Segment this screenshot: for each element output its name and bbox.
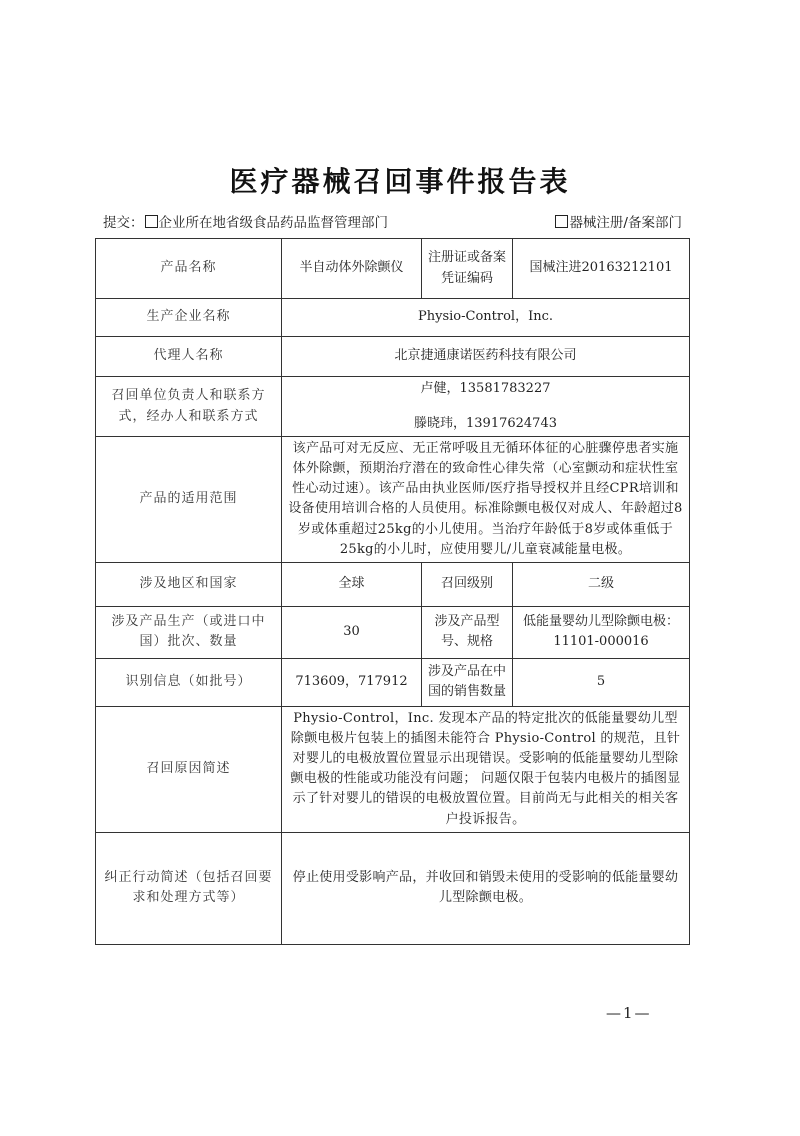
registration-no-label: 注册证或备案凭证编码 [422,239,513,299]
submit-prefix: 提交： [103,215,144,231]
level-value: 二级 [513,562,690,606]
batches-value: 30 [282,606,422,658]
agent-label: 代理人名称 [96,337,282,377]
reason-label: 召回原因简述 [96,706,282,832]
manufacturer-label: 生产企业名称 [96,299,282,337]
reason-value: Physio-Control，Inc. 发现本产品的特定批次的低能量婴幼儿型除颤电极片包装上的插图未能符合 Physio-Control 的规范，且针对婴儿的电极放置位置显示出现错误。受影响的低能量婴幼儿型除颤电极的性能或功能没有问题； 问题仅限于包装内电极片的插图显示了针对婴儿的错误的电极放置位置。目前尚无与此相关的相关客户投诉报告。 [282,706,690,832]
scope-label: 产品的适用范围 [96,437,282,563]
option-registration-label: 器械注册/备案部门 [569,215,682,231]
table-row [96,706,690,832]
table-row [96,377,690,437]
action-value: 停止使用受影响产品，并收回和销毁未使用的受影响的低能量婴幼儿型除颤电极。 [282,832,690,944]
registration-no-value: 国械注进20163212101 [513,239,690,299]
model-value: 低能量婴幼儿型除颤电极：11101-000016 [513,606,690,658]
table-row [96,239,690,299]
level-label: 召回级别 [422,562,513,606]
agent-value: 北京捷通康诺医药科技有限公司 [282,337,690,377]
page-title: 医疗器械召回事件报告表 [229,165,571,198]
checkbox-registration[interactable] [555,215,568,228]
region-value: 全球 [282,562,422,606]
sales-value: 5 [513,658,690,706]
identification-label: 识别信息（如批号） [96,658,282,706]
batches-label: 涉及产品生产（或进口中国）批次、数量 [96,606,282,658]
submit-line [103,211,682,231]
table-row [96,299,690,337]
table-row [96,606,690,658]
contact-label: 召回单位负责人和联系方式，经办人和联系方式 [96,377,282,437]
product-name-label: 产品名称 [96,239,282,299]
table-row [96,562,690,606]
contact-person-1: 卢健，13581783227 [420,381,551,397]
manufacturer-value: Physio-Control，Inc. [282,299,690,337]
recall-report-table [95,238,690,945]
action-label: 纠正行动简述（包括召回要求和处理方式等） [96,832,282,944]
table-row [96,337,690,377]
option-provincial-label: 企业所在地省级食品药品监督管理部门 [158,215,388,231]
table-row [96,437,690,563]
product-name-value: 半自动体外除颤仪 [282,239,422,299]
model-label: 涉及产品型号、规格 [422,606,513,658]
sales-label: 涉及产品在中国的销售数量 [422,658,513,706]
page-number: —1— [606,1004,652,1022]
checkbox-provincial[interactable] [145,215,158,228]
contact-person-2: 滕晓玮，13917624743 [414,415,557,431]
scope-value: 该产品可对无反应、无正常呼吸且无循环体征的心脏骤停患者实施体外除颤，预期治疗潜在的致命性心律失常（心室颤动和症状性室性心动过速）。该产品由执业医师/医疗指导授权并且经CPR培训和设备使用培训合格的人员使用。标准除颤电极仅对成人、年龄超过8岁或体重超过25kg的小儿使用。当治疗年龄低于8岁或体重低于25kg的小儿时，应使用婴儿/儿童衰减能量电极。 [282,437,690,563]
region-label: 涉及地区和国家 [96,562,282,606]
contact-value [282,377,690,437]
table-row [96,832,690,944]
identification-value: 713609，717912 [282,658,422,706]
table-row [96,658,690,706]
